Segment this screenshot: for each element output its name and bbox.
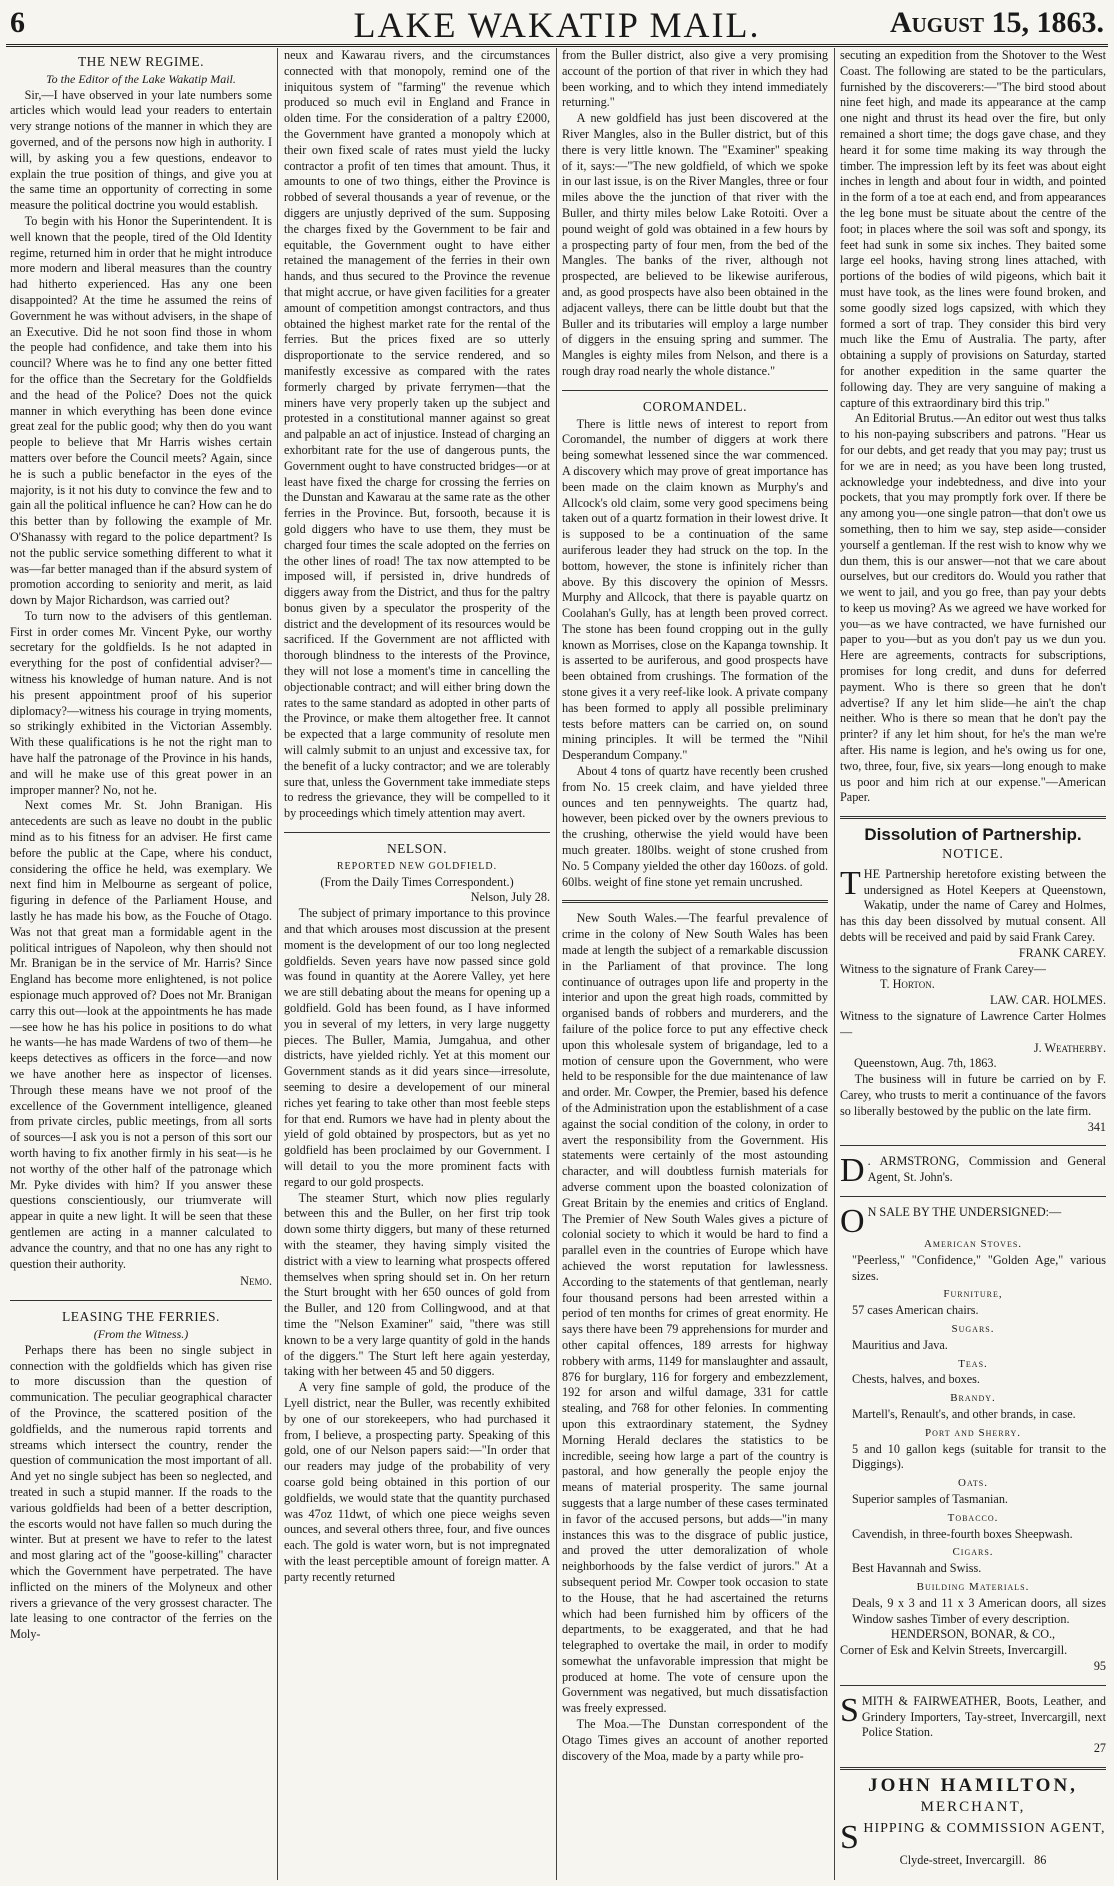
- sale-category: Teas.: [958, 1357, 988, 1370]
- article-body-moa-continued: [840, 48, 1106, 806]
- column-divider: [834, 48, 835, 1880]
- ad-body: THE Partnership heretofore existing between the undersigned as Hotel Keepers at Queenstown, Wakatip, under the name of Carey and Holmes, has this day been dissolved by mutual consent. All debts will be received and paid by said Frank Carey.: [840, 864, 1106, 945]
- paragraph: New South Wales.—The fearful prevalence of crime in the colony of New South Wales has been made at length the subject of a remarkable discussion in the Parliament of that province. The long continuance of outrages upon life and property in the interior and upon the great high roads, committed by organised bands of robbers and murderers, and the failure of the police force to put any effective check upon this wholesale system of brigandage, led to a motion of censure upon the Government, who were held to be responsible for the due maintenance of law and order. Mr. Cowper, the Premier, based his defence of the Administration upon the establishment of a case against the social condition of the colony, in order to avert the responsibility from the Government. His statements were certainly of the most astounding character, and will doubtless furnish materials for adverse comment upon the boasted colonization of Great Britain by the enemies and critics of England. The Premier of New South Wales gives a picture of colonial society to which it would be hard to find a parallel even in the countries of Europe which have achieved the worst reputation for lawlessness. According to the statements of that gentleman, nearly four thousand persons had been arrested within a period of ten months for crimes of great enormity. He says there have been 79 apprehensions for murder and other capital offences, 189 arrests for highway robbery with arms, 1149 for manslaughter and assault, 876 for burglary, 116 for forgery and embezzlement, 192 for arson and wilful damage, 331 for cattle stealing, and 768 for other felonies. In commenting upon this extraordinary statement, the Sydney Morning Herald declares the statistics to be incredible, seeing how large a part of the country is pastoral, and how generally the people enjoy the means of material prosperity. The same journal suggests that a large number of these cases terminated in favor of the accused persons, but adds—"in many instances this was to the disgrace of public justice, and proved the utter demoralization of whole neighborhoods by the false verdict of jurors." At a subsequent period Mr. Cowper took occasion to state to the House, that he had ascertained the returns which had been furnished him by officers of the departments, to be exaggerated, and that he had telegraphed to overtake the mail, in order to modify somewhat the unfavorable impression that might be produced at home. The vote of censure upon the Government was negatived, but much dissatisfaction was freely expressed.: [562, 911, 828, 1716]
- ad-number: 86: [1034, 1853, 1047, 1868]
- drop-cap: T: [840, 864, 861, 902]
- merchant-address: Clyde-street, Invercargill. 86: [899, 1853, 1047, 1868]
- paragraph: There is little news of interest to report from Coromandel, the number of diggers at work there being somewhat lessened since the war commenced. A discovery which may prove of great importance has been made on the claim known as Murphy's and Allcock's old claim, some very good specimens being taken out of a quartz formation in their lowest drive. It is supposed to be a continuation of the same auriferous leader they had struck on the top. In the bottom, however, the stone is infinitely richer than above. By this discovery the opinion of Messrs. Murphy and Allcock, that there is payable quartz on Coolahan's Gully, has at length been proved correct. The stone has been found cropping out in the gully known as Morrises, close on the Kapanga township. It is asserted to be auriferous, and good prospects have been obtained from crushings. The formation of the stone gives it a very reef-like look. A private company has been formed to apply all possible preliminary tests before matters can be carried on, on sound mining principles. It will be termed the "Nihil Desperandum Company.": [562, 416, 828, 763]
- column-3: [562, 48, 828, 1882]
- sale-firm: HENDERSON, BONAR, & CO.,: [890, 1627, 1056, 1642]
- witness-name: T. Horton.: [880, 977, 935, 992]
- ad-number: 27: [1093, 1741, 1106, 1756]
- article-body-nelson: [284, 906, 550, 1585]
- sale-address: Corner of Esk and Kelvin Streets, Invercargill.: [840, 1643, 1068, 1658]
- paragraph: neux and Kawarau rivers, and the circumstances connected with that monopoly, remind one of the iniquitous system of "farming" the revenue which produced so much evil in England and France in olden time. For the consideration of a paltry £2000, the Government have granted a monopoly which at their own fixed scale of rates must yield the lucky contractor a profit of ten times that amount. Thus, it amounts to one of two things, either the Province is robbed of several thousands a year of revenue, or the diggers are unjustly deprived of the sum. Supposing the charges fixed by the Government to be fair and equitable, the Government ought to have either retained the management of the ferries in their own hands, and thus secured to the Province the revenue that might accrue, or have given facilities for a greater amount of competition amongst contractors, and thus obtained the highest market rate for the rental of the ferries. But the prices fixed are so utterly disproportionate to the service rendered, and so manifestly excessive as compared with the rates formerly charged by private ferrymen—that the miners have very properly taken up the subject and protested in a constitutional manner against so great and palpable an act of injustice. Instead of charging an exhorbitant rate for the use of dangerous punts, the Government ought to have constructed bridges—or at least have fixed the charge for crossing the ferries on the Dunstan and Kawarau at the same rate as the other ferries in the Province. But, forsooth, because it is gold diggers who have to use them, they must be charged four times the scale adopted on the ferries on the other lines of road! The tax now attempted to be imposed will, if persisted in, drive hundreds of diggers away from the District, and thus for the paltry bonus given by a speculator the prosperity of the district and the development of its resources would be sacrificed. If the Government are not afflicted with thorough blindness to the interests of the Province, they will not lose a moment's time in cancelling the objectionable contract; and will either bring down the rates to the same standard as adopted in other parts of the Province, or make them altogether free. It cannot be expected that a large community of resolute men will calmly submit to an unjust and excessive tax, for the benefit of a lucky contractor; and we are tolerably sure that, unless the Government take immediate steps to redress the grievance, they will be compelled to it by proceedings which timely attention may avert.: [284, 48, 550, 821]
- page-number: 6: [10, 6, 25, 39]
- column-4: [840, 48, 1106, 1882]
- sale-category: Oats.: [958, 1477, 988, 1490]
- article-body-coromandel: [562, 417, 828, 891]
- article-body-nelson-continued: [562, 48, 828, 380]
- article-separator: [284, 832, 550, 833]
- drop-cap: S: [840, 1691, 859, 1729]
- drop-cap: O: [840, 1202, 865, 1240]
- article-body-ferries-continued: [284, 48, 550, 822]
- witness-line: Witness to the signature of Frank Carey—: [840, 961, 1046, 976]
- witness-name: J. Weatherby.: [1033, 1040, 1106, 1055]
- newspaper-title: LAKE WAKATIP MAIL.: [353, 5, 761, 45]
- merchant-role: MERCHANT,: [920, 1798, 1026, 1815]
- column-1: [10, 48, 272, 1882]
- article-body-nsw-moa: [562, 911, 828, 1764]
- ad-number: 95: [1093, 1658, 1106, 1673]
- ad-place-date: Queenstown, Aug. 7th, 1863.: [854, 1056, 997, 1071]
- article-source: (From the Daily Times Correspondent.): [320, 874, 514, 889]
- ad-body: The business will in future be carried on by F. Carey, who trusts to merit a continuance of the favors so liberally bestowed by the public on the late firm.: [840, 1072, 1106, 1118]
- column-2: [284, 48, 550, 1882]
- advertisement-separator: [840, 1767, 1106, 1770]
- paragraph: from the Buller district, also give a very promising account of the portion of that river in which they had been working, and to which they intend immediately returning.": [562, 48, 828, 110]
- article-dateline: Nelson, July 28.: [470, 890, 550, 905]
- signer-name: LAW. CAR. HOLMES.: [989, 993, 1106, 1008]
- article-heading-nelson: NELSON.: [386, 841, 448, 857]
- sale-category: Port and Sherry.: [924, 1426, 1021, 1439]
- ad-title: Dissolution of Partnership.: [864, 825, 1082, 845]
- article-body-ferries: [10, 1343, 272, 1643]
- article-body-new-regime: [10, 88, 272, 1273]
- advertisement-separator: [840, 1145, 1106, 1146]
- sale-heading: N SALE BY THE UNDERSIGNED:—: [867, 1204, 1062, 1219]
- sale-category: Sugars.: [951, 1322, 995, 1335]
- paragraph: Sir,—I have observed in your late numbers some articles which would lead your readers to entertain very strange notions of the manner in which they are governed, and of the persons now high in authority. I will, by asking you a few questions, endeavor to explain the true position of things, and give you at the same time an opportunity of correcting in some measure the political doctrine you would establish.: [10, 87, 272, 213]
- paragraph: To begin with his Honor the Superintendent. It is well known that the people, tired of the Old Identity regime, returned him in order that he might introduce more modern and liberal measures than the country had hitherto experienced. Has any one been disappointed? At the time he assumed the reins of Government he was without advisers, in the shape of an Executive. Did he not soon find those in whom the people had confidence, and take them into his council? Where was he to find any one better fitted for the office than the Secretary for the Goldfields and the head of the Police? Does not the quick manner in which everything has been done evince great zeal for the public good; why then do you want people to believe that Mr Harris wishes certain matters over before the Council meets? Again, since he is such a public benefactor in the eyes of the majority, is it not his duty to convince the few and to gain all the political influence he can? How can he do this better than by following the example of Mr. O'Shanassy with regard to the police department? Is not the public service something different to what it was—far better managed than if the absurd system of promotion according to seniority and merit, as laid down by Major Richardson, was carried out?: [10, 213, 272, 608]
- paragraph: A new goldfield has just been discovered at the River Mangles, also in the Buller district, but of this there is very little known. The "Examiner" speaking of it, says:—"The new goldfield, of which we spoke in our last issue, is on the River Mangles, three or four miles above the the junction of that river with the Buller, and thirty miles below Lake Rotoiti. Over a pound weight of gold was obtained in a few hours by a prospecting party of four men, from the bed of the Mangles. The banks of the river, although not prospected, are believed to be likewise auriferous, and, as good prospects have also been obtained in the adjacent valleys, there can be little doubt but that the Buller and its tributaries will employ a large number of diggers in the ensuing spring and summer. The Mangles is eighty miles from Nelson, and there is a rough dray road nearly the whole distance.": [562, 111, 828, 378]
- advertisement-sale: [840, 1202, 1106, 1675]
- drop-cap: D: [840, 1152, 865, 1190]
- advertisement-hamilton: [840, 1774, 1106, 1869]
- sale-item-description: 57 cases American chairs.: [852, 1303, 979, 1318]
- article-heading-coromandel: COROMANDEL.: [642, 398, 748, 414]
- sale-item-description: Deals, 9 x 3 and 11 x 3 American doors, all sizes Window sashes Timber of every description.: [852, 1595, 1106, 1626]
- advertisement-smith: SMITH & FAIRWEATHER, Boots, Leather, and Grindery Importers, Tay-street, Invercargill, next Police Station.: [840, 1691, 1106, 1740]
- issue-date: August 15, 1863.: [889, 6, 1104, 39]
- paragraph: An Editorial Brutus.—An editor out west thus talks to his non-paying subscribers and patrons. "Hear us for our debts, and get ready that you may pay; trust us for we are in need; as you have been long trusted, acknowledge your indebtedness, and dive into your pockets, that you may promptly fork over. If there be any among you—one single patron—that don't owe us something, then to him we say, step aside—consider yourself a gentleman. If the rest wish to know why we dun them, this is our answer—not that we care about ourselves, but our creditors do. Would you rather that we went to jail, and you go free, than pay your debts to keep us moving? As we agreed we have worked for you—as we have contracted, we have furnished our paper to you—but as you don't pay us we dun you. Here are agreements, contracts for subscriptions, promises for long credit, and duns for deferred payment. Who is there so green that he don't advertise? If any let him slide—he ain't the chap neither. Who is there so mean that he don't pay the printer? if any let him shout, for he's the man we're after. His name is legion, and he's owing us for one, two, three, four, five, six years—long enough to make us poor and him rich at our expense."—American Paper.: [840, 411, 1106, 805]
- sale-category: Brandy.: [950, 1392, 996, 1405]
- sale-category: Building Materials.: [916, 1580, 1030, 1593]
- drop-cap: S: [840, 1819, 860, 1857]
- paragraph: The steamer Sturt, which now plies regularly between this and the Buller, on her first trip took down some thirty diggers, but many of these returned with the steamer, they having simply visited the district with a view to learning what prospects offered themselves when spring should set in. On her return the Sturt brought with her 650 ounces of gold from the Buller, and 120 from Collingwood, and at that time the "Nelson Examiner" said, "there was still known to be a very large quantity of gold in the hands of the diggers." The Sturt left here again yesterday, taking with her between 45 and 50 diggers.: [284, 1190, 550, 1379]
- paragraph: The subject of primary importance to this province and that which arouses most discussion at the present moment is the development of our too long neglected goldfields. Seven years have now passed since gold was found in quantity at the Aorere Valley, yet here we are still debating about the means for opening up a goldfield. Gold has been found, as I have informed you in several of my letters, in very large nuggetty pieces. The Buller, Mamia, Jumgahua, and other districts, have yielded richly. Yet at this moment our Government stands as it did years since—irresolute, seeming to desire a developement of our mineral riches yet fearing to take other than most feeble steps for that end. Rumors we have had in plenty about the yield of gold obtained by prospectors, but as yet no goldfield has been proclaimed by our Government. I will detail to you the more prominent facts with regard to our gold prospects.: [284, 906, 550, 1189]
- sale-item-description: "Peerless," "Confidence," "Golden Age," various sizes.: [852, 1252, 1106, 1283]
- sale-category: Furniture,: [943, 1288, 1003, 1301]
- notice-label: NOTICE.: [942, 847, 1004, 863]
- paragraph: Next comes Mr. St. John Branigan. His antecedents are such as leave no doubt in the public mind as to his fitness for an adviser. He first came before the public at the Cape, where his conduct, considering the office he held, was exemplary. We next find him in Melbourne as sergeant of police, figuring in defence of the Parliament House, and lastly he has made his bow, as the Fouche of Otago. Was not that great man a formidable agent in the political intrigues of Napoleon, why then should not Mr. Branigan be in the service of Mr. Harris? Since England has become more enlightened, is not police espionage much approved of? Does not Mr. Branigan carry this out—look at the appointments he has made—see how he has his police in positions to do what he wants—he has made Wardens of two of them—he keeps detectives as officers in the force—and now we have another here as inspector of licenses. Through these means have we not proof of the excellence of the Government intelligence, gleaned from private circles, public meetings, from all sorts of sources—I ask you is not a person of this sort our worth having to fix another firmly in his seat—is he not worthy of the other half of the patronage which Mr. Pyke divides with him? If you answer these questions conscientiously, our triumverate will appear in quite a new light. It will be seen that these gentlemen are acting in a manner calculated to advance the country, and that no one has any right to question their authority.: [10, 798, 272, 1271]
- letter-signature: Nemo.: [240, 1274, 272, 1289]
- article-separator: [562, 900, 828, 903]
- sale-category: Cigars.: [952, 1546, 994, 1559]
- article-separator: [10, 1300, 272, 1301]
- sale-item-description: Chests, halves, and boxes.: [852, 1372, 980, 1387]
- paragraph: About 4 tons of quartz have recently been crushed from No. 15 creek claim, and have yielded three ounces and ten pennyweights. The quartz had, however, been picked over by the owners previous to the crushing, otherwise the yield would have been much greater. 180lbs. weight of stone crushed from No. 5 Company yielded the other day 160ozs. of gold. 60lbs. weight of fine stone yet remain uncrushed.: [562, 764, 828, 889]
- paragraph: secuting an expedition from the Shotover to the West Coast. The following are stated to be the particulars, furnished by the discoverers:—"The bird stood about nine feet high, and made its appearance at the camp one night and thrust its head over the fire, but only remained a short time; the dogs gave chase, and they heard it for some time making its way through the timber. The impression left by its feet was about eight inches in length and about four in width, and pointed in the form of a toe at each end, and from appearances the leg bone must be situate about the centre of the foot; in places where the soil was soft and spongy, its feet had sunk in some six inches. They baited some large eel hooks, having strong lines attached, with portions of the bodies of wild pigeons, which bait it must have took, as the lines were found broken, and some goodly sized logs capsized, with which they formed a sort of trap. They consider this bird very much like the Emu of Australia. The party, after obtaining a supply of provisions on Saturday, started for another expedition in the same quarter the following day. They are very sanguine of making a capture of this extraordinary bird this trip.": [840, 48, 1106, 410]
- paragraph: A very fine sample of gold, the produce of the Lyell district, near the Buller, was recently exhibited by one of our storekeepers, who had purchased it from, I believe, a prospecting party. Speaking of this gold, one of our Nelson papers said:—"In order that our readers may judge of the probability of very coarse gold being obtained in this portion of our goldfields, we would state that the quantity purchased was 47oz 11dwt, of which one piece weighs seven ounces, and several others three, four, and five ounces each. The gold is water worn, but is not impregnated with the least perceptible amount of foreign matter. A party recently returned: [284, 1380, 550, 1584]
- advertisement-separator: [840, 816, 1106, 819]
- sale-items: [840, 1237, 1106, 1627]
- advertisement-dissolution: [840, 827, 1106, 1135]
- article-subheading: REPORTED NEW GOLDFIELD.: [336, 860, 498, 872]
- merchant-business: HIPPING & COMMISSION AGENT,: [863, 1821, 1106, 1837]
- column-divider: [277, 48, 278, 1880]
- witness-line: Witness to the signature of Lawrence Carter Holmes—: [840, 1009, 1106, 1039]
- article-separator: [562, 390, 828, 391]
- advertisement-separator: [840, 1196, 1106, 1197]
- article-heading-ferries: LEASING THE FERRIES.: [62, 1309, 220, 1325]
- article-heading-new-regime: THE NEW REGIME.: [77, 54, 205, 69]
- ad-number: 341: [1087, 1119, 1106, 1134]
- sale-item-description: Cavendish, in three-fourth boxes Sheepwash.: [852, 1526, 1073, 1541]
- sale-category: Tobacco.: [947, 1511, 999, 1524]
- masthead: [6, 4, 1108, 44]
- advertisement-armstrong: D . ARMSTRONG, Commission and General Agent, St. John's.: [840, 1152, 1106, 1190]
- sale-item-description: Superior samples of Tasmanian.: [852, 1491, 1008, 1506]
- signer-name: FRANK CAREY.: [1018, 945, 1106, 960]
- paragraph: The Moa.—The Dunstan correspondent of the Otago Times gives an account of another reported discovery of the Moa, made by a party while pro-: [562, 1717, 828, 1763]
- paragraph: To turn now to the advisers of this gentleman. First in order comes Mr. Vincent Pyke, our worthy secretary for the goldfields. Is he not adapted in everything for the post of confidential adviser?—witness his knowledge of human nature. And is not his present appointment proof of his superior diplomacy?—witness his courage in trying moments, so strikingly exhibited in the Victorian Assembly. With these qualifications is he not the right man to have half the patronage of the Province in his hands, and will he make use of this great power in an improper manner? No, not he.: [10, 608, 272, 797]
- paragraph: Perhaps there has been no single subject in connection with the goldfields which has given rise to more discussion than the question of communication. The peculiar geographical character of the Province, the scattered position of the goldfields, and the numerous rapid torrents and streams which intersect the country, render the question of communication the most important of all. And yet no single subject has been so neglected, and treated in such a stupid manner. If the roads to the various goldfields had been of a better description, the escorts would not have fallen so much during the winter. But at present we have to refer to the latest and most glaring act of the "goose-killing" character which the Government have perpetrated. The have inflicted on the miners of the Molyneux and other rivers a grievance of the very grossest character. The late leasing to one contractor of the ferries on the Moly-: [10, 1342, 272, 1642]
- column-divider: [556, 48, 557, 1880]
- masthead-rule: [6, 44, 1108, 47]
- sale-item-description: Mauritius and Java.: [852, 1337, 948, 1352]
- merchant-name: JOHN HAMILTON,: [868, 1774, 1078, 1796]
- sale-item-description: Best Havannah and Swiss.: [852, 1561, 982, 1576]
- article-source: (From the Witness.): [93, 1326, 189, 1341]
- sale-item-description: Martell's, Renault's, and other brands, in case.: [852, 1406, 1076, 1421]
- sale-category: American Stoves.: [923, 1237, 1023, 1250]
- letter-salutation: To the Editor of the Lake Wakatip Mail.: [46, 71, 236, 86]
- advertisement-separator: [840, 1685, 1106, 1686]
- sale-item-description: 5 and 10 gallon kegs (suitable for transit to the Diggings).: [852, 1441, 1106, 1472]
